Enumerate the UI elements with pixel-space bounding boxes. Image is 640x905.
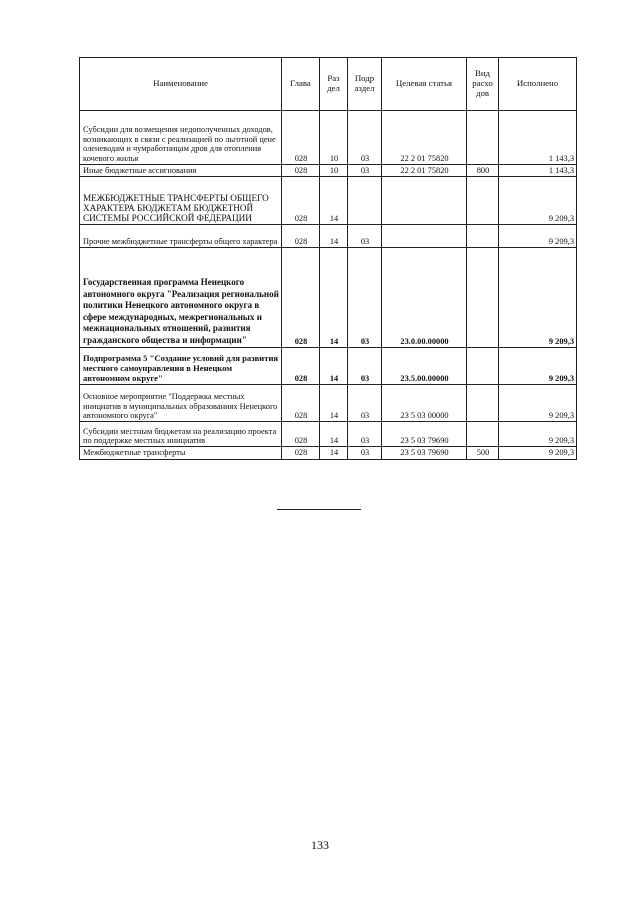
row-podrazdel: 03 [348,385,382,422]
row-name: Субсидии для возмещения недополученных доходов, возникающих в связи с реализацией по льготной цене оленеводам и чумработницам дров для отопления кочевого жилья [80,111,282,165]
row-razdel: 14 [320,422,348,447]
table-row [80,447,577,459]
table-row [80,165,577,177]
row-vid [467,248,499,348]
row-glava: 028 [282,385,320,422]
header-razdel: Раз дел [320,58,348,111]
row-target: 23.0.00.00000 [382,248,467,348]
table-row [80,225,577,248]
header-executed: Исполнено [499,58,577,111]
row-target [382,177,467,225]
separator-line [277,509,361,510]
header-target: Целевая статья [382,58,467,111]
table-row [80,248,577,348]
row-name: Субсидии местным бюджетам на реализацию проекта по поддержке местных инициатив [80,422,282,447]
row-target: 23 5 03 00000 [382,385,467,422]
row-glava: 028 [282,165,320,177]
header-glava: Глава [282,58,320,111]
row-podrazdel [348,177,382,225]
row-executed: 9 209,3 [499,348,577,385]
row-name: Межбюджетные трансферты [80,447,282,459]
row-target: 23 5 03 79690 [382,447,467,459]
row-glava: 028 [282,348,320,385]
row-razdel: 14 [320,447,348,459]
row-podrazdel: 03 [348,165,382,177]
row-executed: 9 209,3 [499,385,577,422]
row-podrazdel: 03 [348,348,382,385]
table-row [80,177,577,225]
row-glava: 028 [282,447,320,459]
row-target [382,225,467,248]
row-name: Государственная программа Ненецкого автономного округа "Реализация региональной политики Ненецкого автономного округа в сфере международных, межрегиональных и межнациональных отношений, развития гражданского общества и информации" [80,248,282,348]
row-razdel: 10 [320,165,348,177]
row-target: 22 2 01 75820 [382,165,467,177]
row-razdel: 14 [320,348,348,385]
row-vid [467,385,499,422]
row-podrazdel: 03 [348,225,382,248]
row-glava: 028 [282,248,320,348]
table-row [80,422,577,447]
row-executed: 9 209,3 [499,225,577,248]
row-vid: 800 [467,165,499,177]
page-number: 133 [311,838,329,852]
row-razdel: 10 [320,111,348,165]
row-glava: 028 [282,177,320,225]
table-row [80,348,577,385]
row-razdel: 14 [320,248,348,348]
row-podrazdel: 03 [348,422,382,447]
budget-table [79,57,577,460]
row-razdel: 14 [320,225,348,248]
table-header-row [80,58,577,111]
row-glava: 028 [282,422,320,447]
row-executed: 9 209,3 [499,447,577,459]
row-name: Подпрограмма 5 "Создание условий для развития местного самоуправления в Ненецком автономном округе" [80,348,282,385]
row-vid [467,422,499,447]
row-glava: 028 [282,111,320,165]
row-name: Прочие межбюджетные трансферты общего характера [80,225,282,248]
row-razdel: 14 [320,385,348,422]
row-vid [467,225,499,248]
row-executed: 9 209,3 [499,248,577,348]
row-executed: 9 209,3 [499,177,577,225]
row-target: 23 5 03 79690 [382,422,467,447]
row-vid [467,111,499,165]
row-executed: 1 143,3 [499,111,577,165]
row-razdel: 14 [320,177,348,225]
table-row [80,111,577,165]
row-executed: 9 209,3 [499,422,577,447]
row-name: Иные бюджетные ассигнования [80,165,282,177]
row-vid [467,348,499,385]
row-vid: 500 [467,447,499,459]
row-glava: 028 [282,225,320,248]
row-target: 23.5.00.00000 [382,348,467,385]
row-name: Основное мероприятие "Поддержка местных инициатив в муниципальных образованиях Ненецкого автономного округа" [80,385,282,422]
row-podrazdel: 03 [348,111,382,165]
row-name: МЕЖБЮДЖЕТНЫЕ ТРАНСФЕРТЫ ОБЩЕГО ХАРАКТЕРА БЮДЖЕТАМ БЮДЖЕТНОЙ СИСТЕМЫ РОССИЙСКОЙ ФЕДЕРАЦИИ [80,177,282,225]
row-podrazdel: 03 [348,447,382,459]
header-vid: Вид расхо дов [467,58,499,111]
header-podrazdel: Подр аздел [348,58,382,111]
row-executed: 1 143,3 [499,165,577,177]
row-vid [467,177,499,225]
row-target: 22 2 01 75820 [382,111,467,165]
header-name: Наименование [80,58,282,111]
table-row [80,385,577,422]
row-podrazdel: 03 [348,248,382,348]
